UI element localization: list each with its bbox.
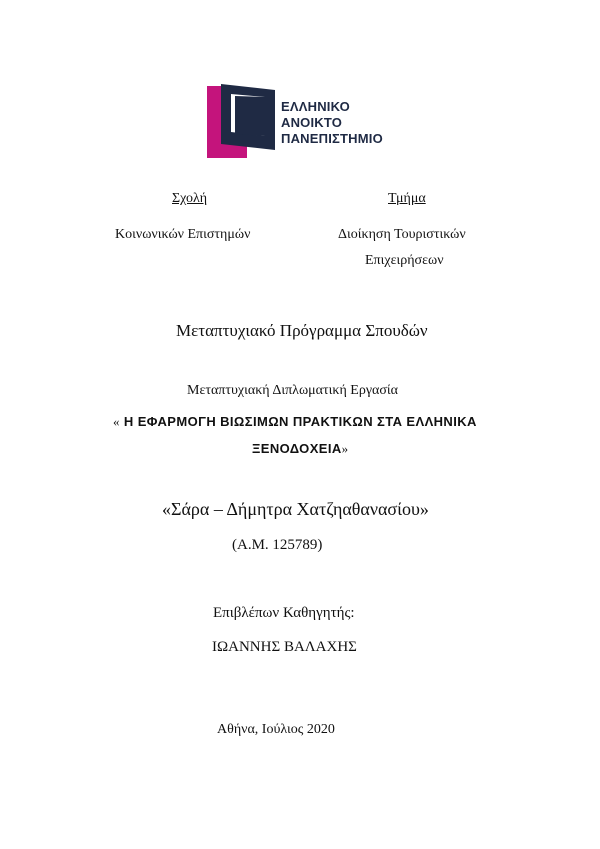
thesis-title-text-2: ΞΕΝΟΔΟΧΕΙΑ (252, 441, 342, 456)
department-name-line1: Διοίκηση Τουριστικών (338, 227, 466, 242)
department-name-line2: Επιχειρήσεων (365, 253, 444, 268)
logo-line-3: ΠΑΝΕΠΙΣΤΗΜΙΟ (281, 131, 383, 146)
university-logo (207, 84, 397, 158)
department-heading: Τμήμα (388, 191, 426, 206)
logo-emblem-icon (207, 84, 277, 158)
logo-wordmark (281, 99, 383, 147)
author-name: «Σάρα – Δήμητρα Χατζηαθανασίου» (162, 499, 429, 519)
supervisor-name: ΙΩΑΝΝΗΣ ΒΑΛΑΧΗΣ (212, 639, 357, 655)
thesis-title-text-1: Η ΕΦΑΡΜΟΓΗ ΒΙΩΣΙΜΩΝ ΠΡΑΚΤΙΚΩΝ ΣΤΑ ΕΛΛΗΝΙΚΑ (123, 414, 477, 429)
school-name: Κοινωνικών Επιστημών (115, 227, 251, 242)
thesis-title-line1 (113, 414, 477, 430)
place-date: Αθήνα, Ιούλιος 2020 (217, 722, 335, 737)
school-heading: Σχολή (172, 191, 208, 206)
close-quote: » (341, 441, 349, 456)
supervisor-label: Επιβλέπων Καθηγητής: (213, 605, 355, 621)
program-title: Μεταπτυχιακό Πρόγραμμα Σπουδών (176, 321, 428, 340)
logo-line-2: ΑΝΟΙΚΤΟ (281, 115, 343, 130)
registration-number: (Α.Μ. 125789) (232, 537, 323, 553)
logo-line-1: ΕΛΛΗΝΙΚΟ (281, 99, 350, 114)
open-quote: « (113, 414, 120, 429)
thesis-type: Μεταπτυχιακή Διπλωματική Εργασία (187, 383, 398, 398)
thesis-title-line2 (252, 441, 349, 457)
